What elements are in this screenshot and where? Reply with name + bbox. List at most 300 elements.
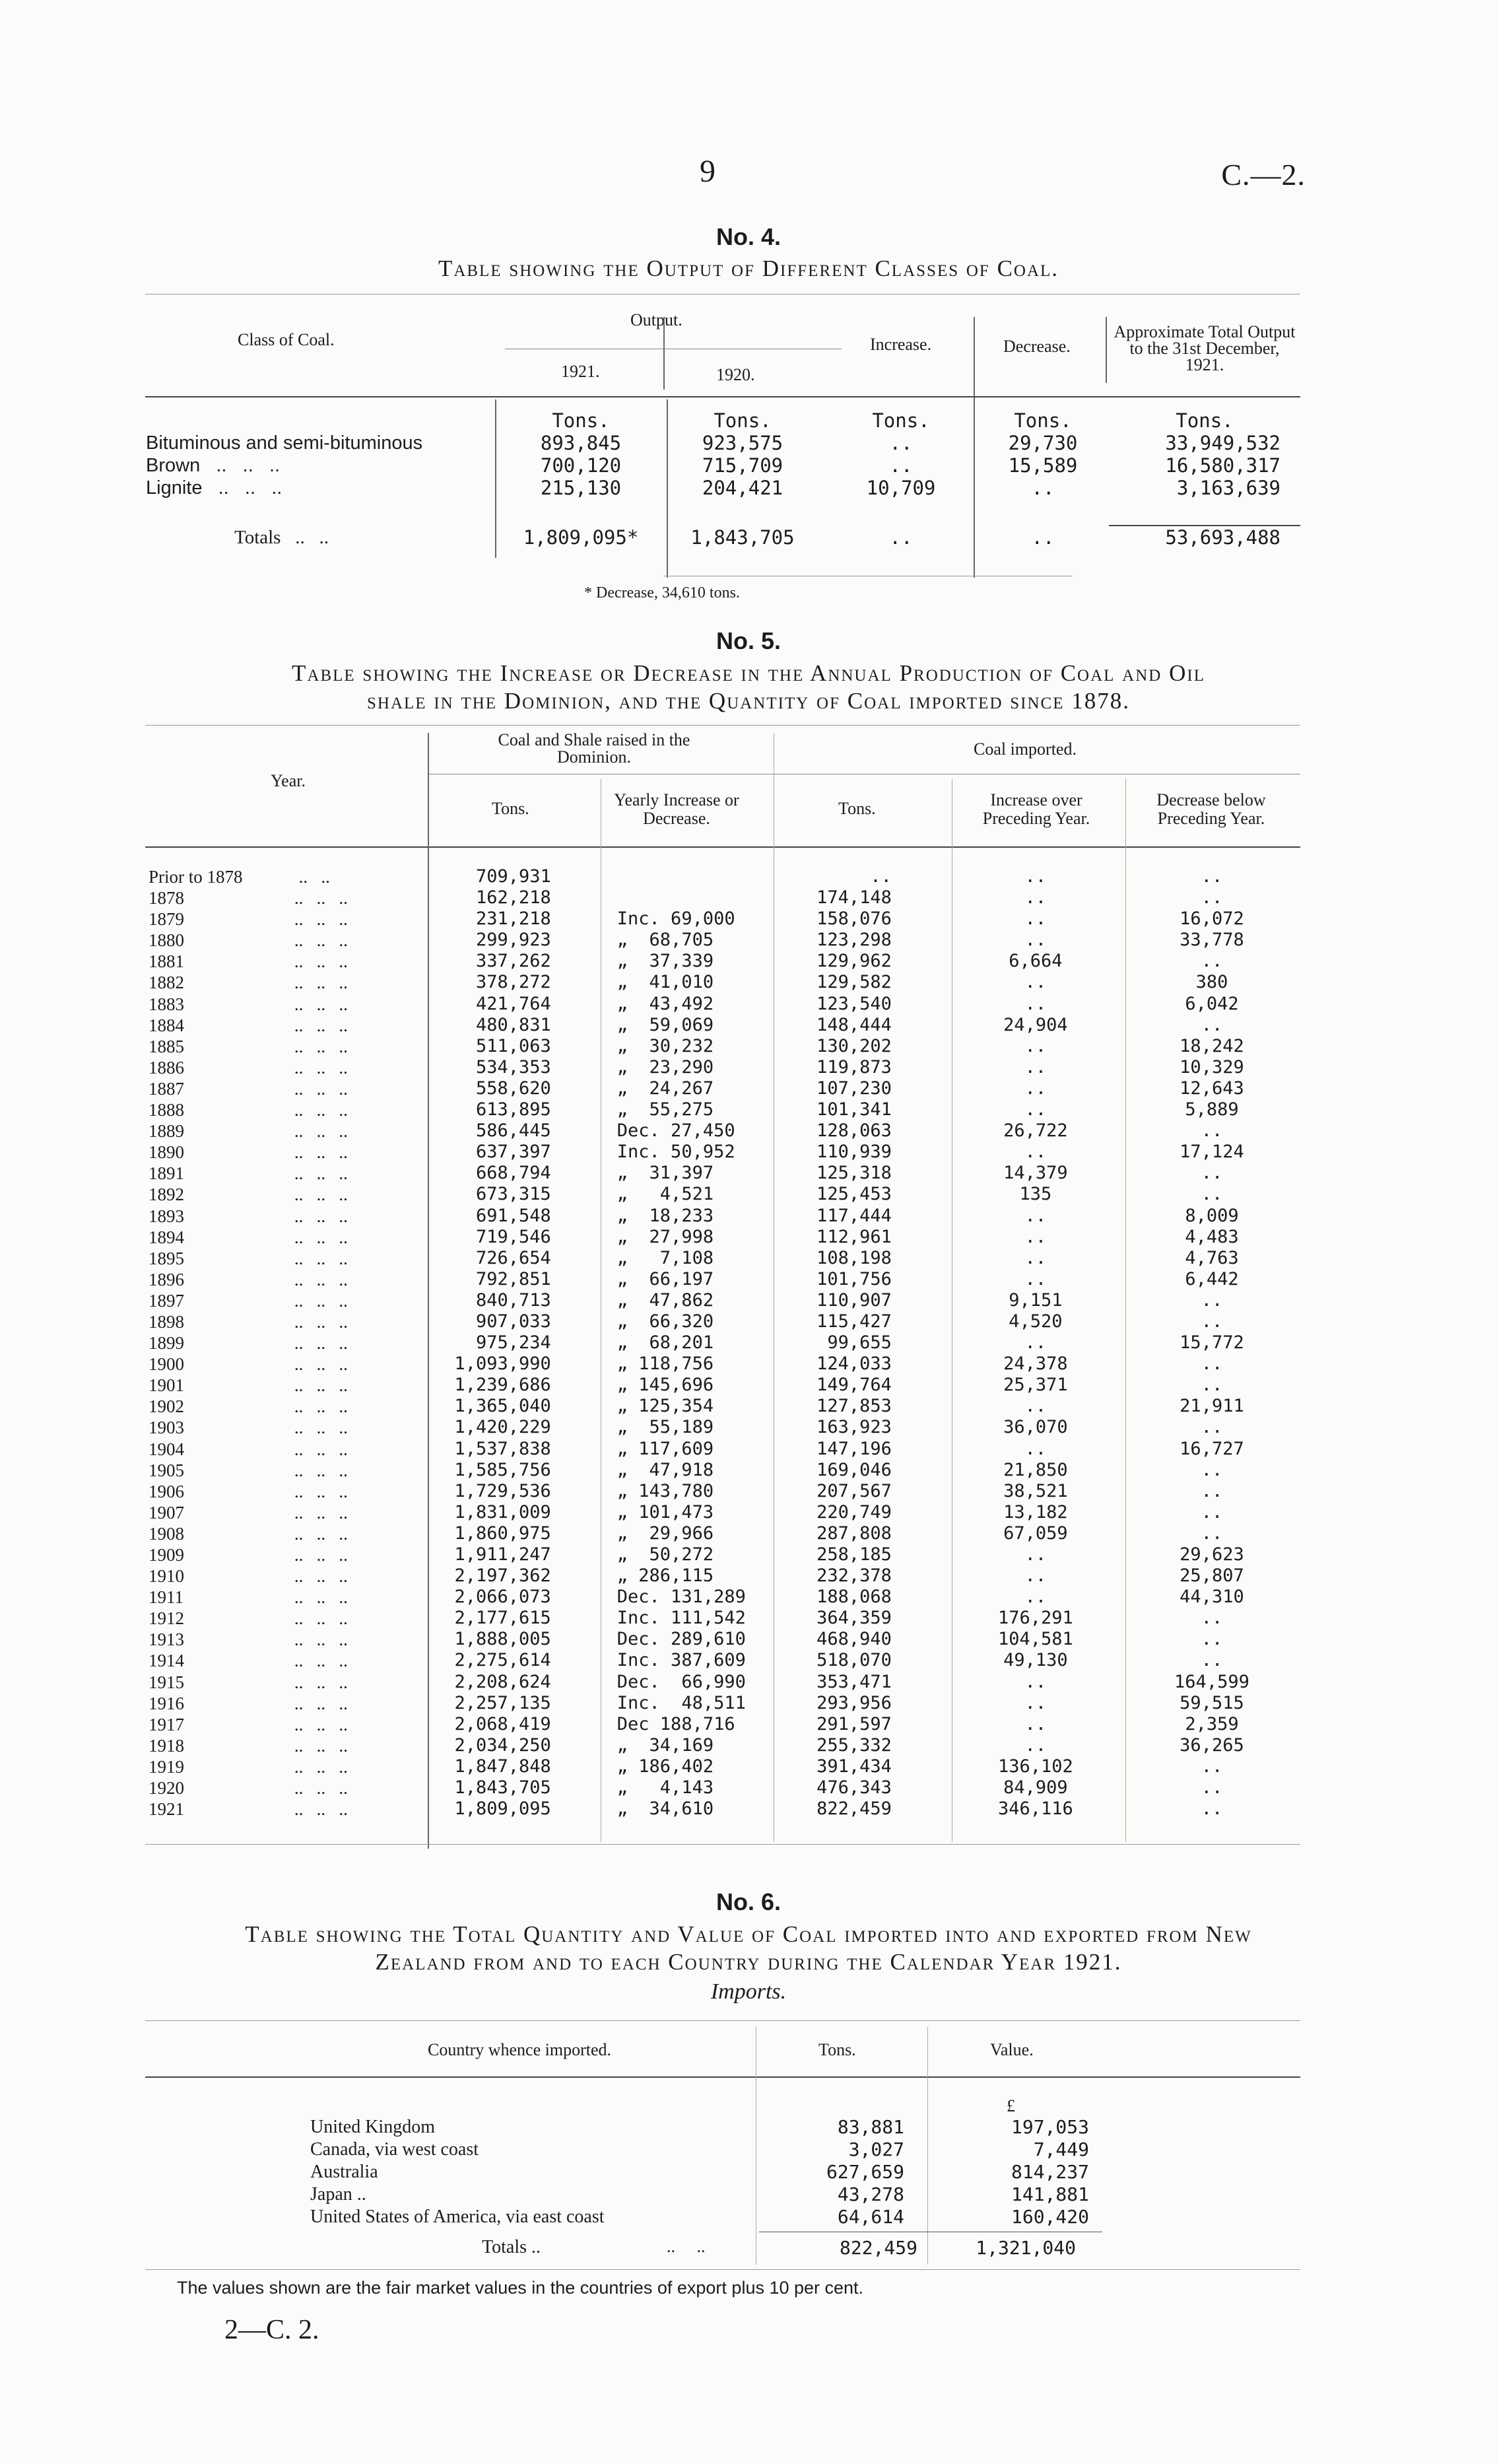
t5-yearly: „ 34,169 [616, 1734, 714, 1756]
t5-yearly: „ 18,233 [616, 1205, 714, 1226]
t5-yearly: „ 24,267 [616, 1078, 714, 1099]
t6-tons: 3,027 [848, 2139, 904, 2160]
table-row [149, 1777, 1300, 1798]
table-row [149, 1396, 1300, 1417]
table-row [149, 1269, 1300, 1290]
t5-yearly: Dec 188,716 [616, 1713, 735, 1734]
table-row [149, 1587, 1300, 1608]
t5-year: 1912 [149, 1608, 184, 1629]
t5-imp-tons: 822,459 [816, 1798, 892, 1820]
t6-value: 814,237 [1011, 2161, 1089, 2183]
t6-tons: 627,659 [826, 2161, 904, 2183]
t5-yearly: Inc. 50,952 [616, 1142, 735, 1163]
t5-dec-below: .. [1201, 887, 1223, 908]
t5-dec-below: .. [1201, 1608, 1223, 1629]
t5-inc-over: 135 [1019, 1184, 1052, 1205]
t5-year: 1905 [149, 1460, 184, 1480]
table-row [310, 2161, 1102, 2183]
table-row [149, 1163, 1300, 1184]
t4-total: 1,809,095* [523, 526, 639, 549]
table-row [149, 1036, 1300, 1057]
t5-tons: 2,257,135 [454, 1692, 551, 1713]
document-reference: C.—2. [1221, 158, 1306, 191]
table-row [149, 1650, 1300, 1671]
t5-imp-tons: 107,230 [816, 1078, 892, 1099]
t5-tons: 726,654 [475, 1247, 551, 1268]
t5-leader: .. .. .. [285, 1290, 348, 1311]
t5-tons: 613,895 [475, 1099, 551, 1120]
t4-total: .. [1031, 526, 1055, 549]
t5-inc-over: .. [1024, 1078, 1047, 1099]
t5-tons: 1,831,009 [454, 1501, 551, 1523]
t5-inc-over: .. [1024, 887, 1047, 908]
t5-dec-below: 6,042 [1185, 993, 1239, 1014]
t4-totals-row [142, 526, 1300, 549]
t5-tons: 586,445 [475, 1120, 551, 1142]
t5-dec-below: 44,310 [1180, 1587, 1244, 1608]
t5-tons: 480,831 [475, 1014, 551, 1035]
t6-country: Australia [310, 2162, 378, 2182]
t5-year: 1906 [149, 1481, 184, 1501]
table-row [149, 1206, 1300, 1227]
t5-yearly: Inc. 69,000 [616, 908, 735, 930]
t5-imp-tons: 117,444 [816, 1205, 892, 1226]
t5-dec-below: 5,889 [1185, 1099, 1239, 1120]
t5-leader: .. .. .. [285, 1566, 348, 1587]
t5-imp-tons: 110,939 [816, 1142, 892, 1163]
t5-yearly: „ 23,290 [616, 1056, 714, 1078]
t5-year: 1911 [149, 1587, 183, 1608]
t5-leader: .. .. .. [285, 1756, 348, 1777]
t6-totals-label: Totals .. [482, 2237, 541, 2257]
table-row [149, 1481, 1300, 1502]
t5-leader: .. .. .. [285, 1206, 348, 1226]
t5-yearly: „ 43,492 [616, 993, 714, 1014]
t5-leader: .. .. .. [285, 1142, 348, 1163]
t5-dec-below: 380 [1195, 972, 1228, 993]
table-row [149, 1184, 1300, 1205]
t4-units-row [142, 409, 1300, 432]
t5-yearly: Dec. 289,610 [616, 1629, 746, 1650]
t6-value: 141,881 [1011, 2183, 1089, 2205]
t6-country: Japan .. [310, 2184, 366, 2205]
t5-dec-below: .. [1201, 1184, 1223, 1205]
t6-currency: £ [1007, 2096, 1015, 2115]
t6-footnote: The values shown are the fair market values in the countries of export plus 10 per cent. [177, 2278, 864, 2298]
t5-inc-over: .. [1024, 1268, 1047, 1289]
t5-year: 1913 [149, 1629, 184, 1650]
t5-imp-tons: 127,853 [816, 1396, 892, 1417]
t5-imp-tons: 476,343 [816, 1777, 892, 1798]
t5-yearly: „ 7,108 [616, 1247, 714, 1268]
t5-yearly: „ 47,918 [616, 1459, 714, 1480]
table-row [149, 972, 1300, 993]
t6-value: 7,449 [1033, 2139, 1089, 2160]
t4-cell: 923,575 [702, 432, 783, 454]
t5-tons: 975,234 [475, 1332, 551, 1353]
t5-dec-below: 17,124 [1180, 1142, 1244, 1163]
table-row [149, 1290, 1300, 1311]
table-row [149, 1248, 1300, 1269]
t4-cell: 16,580,317 [1165, 454, 1281, 477]
t5-inc-over: 26,722 [1003, 1120, 1068, 1142]
t5-imp-tons: 101,756 [816, 1268, 892, 1289]
t5-yearly: „ 117,609 [616, 1438, 714, 1459]
t5-year: 1882 [149, 973, 184, 993]
table-row [149, 994, 1300, 1015]
t5-inc-over: .. [1024, 1734, 1047, 1756]
t4-cell: 15,589 [1008, 454, 1078, 477]
t5-dec-below: 12,643 [1180, 1078, 1244, 1099]
t5-inc-over: .. [1024, 1438, 1047, 1459]
t5-inc-over: .. [1024, 1035, 1047, 1056]
t4-unit: Tons. [1014, 409, 1072, 432]
t5-year: 1887 [149, 1078, 184, 1099]
t5-yearly: „ 37,339 [616, 951, 714, 972]
table-row [149, 1735, 1300, 1756]
t5-col-raised: Coal and Shale raised in the Dominion. [498, 730, 690, 767]
t5-imp-tons: 125,318 [816, 1163, 892, 1184]
t5-leader: .. .. .. [285, 1396, 348, 1417]
table-row [149, 1417, 1300, 1438]
table-row [149, 1460, 1300, 1481]
t5-col-imported: Coal imported. [974, 739, 1077, 759]
table6-grid [310, 2116, 1102, 2228]
t5-inc-over: .. [1024, 1099, 1047, 1120]
t5-leader: .. .. .. [285, 994, 348, 1014]
t4-unit: Tons. [872, 409, 930, 432]
t5-inc-over: .. [1024, 1396, 1047, 1417]
table-row [149, 1057, 1300, 1078]
t5-leader: .. .. .. [285, 1439, 348, 1459]
t5-yearly: „ 30,232 [616, 1035, 714, 1056]
t5-inc-over: 84,909 [1003, 1777, 1068, 1798]
t4-cell: 3,163,639 [1176, 477, 1281, 499]
t4-cell: 33,949,532 [1165, 432, 1281, 454]
t5-imp-tons: 129,582 [816, 972, 892, 993]
t5-yearly: „ 143,780 [616, 1480, 714, 1501]
t5-imp-tons: 220,749 [816, 1501, 892, 1523]
table-row [142, 432, 1300, 454]
t5-tons: 1,537,838 [454, 1438, 551, 1459]
t5-leader: .. .. .. [285, 1248, 348, 1268]
t5-inc-over: 136,102 [997, 1756, 1073, 1777]
t5-imp-tons: 163,923 [816, 1417, 892, 1438]
t5-year: 1888 [149, 1100, 184, 1120]
t5-year: 1893 [149, 1206, 184, 1226]
t5-dec-below: .. [1201, 1163, 1223, 1184]
t5-year: 1904 [149, 1439, 184, 1459]
t6-country: United Kingdom [310, 2117, 435, 2137]
t5-year: 1879 [149, 909, 184, 930]
t5-dec-below: .. [1201, 1014, 1223, 1035]
t4-class: Lignite .. .. .. [146, 477, 283, 498]
t5-imp-tons: 353,471 [816, 1671, 892, 1692]
t5-tons: 299,923 [475, 930, 551, 951]
t5-tons: 1,843,705 [454, 1777, 551, 1798]
t5-year: 1920 [149, 1778, 184, 1798]
t5-yearly: „ 47,862 [616, 1289, 714, 1311]
t5-year: 1914 [149, 1651, 184, 1671]
t5-imp-tons: 258,185 [816, 1544, 892, 1565]
t5-tons: 511,063 [475, 1035, 551, 1056]
t5-leader: .. .. .. [285, 1651, 348, 1671]
t5-tons: 558,620 [475, 1078, 551, 1099]
t5-leader: .. .. .. [285, 1545, 348, 1565]
t5-imp-tons: 291,597 [816, 1713, 892, 1734]
t5-year: 1880 [149, 930, 184, 951]
table-row [149, 1693, 1300, 1714]
t5-tons: 378,272 [475, 972, 551, 993]
t5-dec-below: 2,359 [1185, 1713, 1239, 1734]
t5-inc-over: 21,850 [1003, 1459, 1068, 1480]
t4-totals-label: Totals .. .. [234, 526, 329, 548]
t5-inc-over: .. [1024, 1587, 1047, 1608]
t5-yearly [597, 866, 768, 887]
t5-inc-over: .. [1024, 908, 1047, 930]
t5-tons: 840,713 [475, 1289, 551, 1311]
t5-tons: 2,068,419 [454, 1713, 551, 1734]
t4-col-increase: Increase. [870, 335, 932, 354]
t5-tons: 709,931 [475, 866, 551, 887]
t5-tons: 2,034,250 [454, 1734, 551, 1756]
t5-tons: 2,066,073 [454, 1587, 551, 1608]
t4-total: .. [889, 526, 913, 549]
t5-inc-over: 346,116 [997, 1798, 1073, 1820]
table-row [149, 1544, 1300, 1565]
table-row [149, 1078, 1300, 1099]
t5-inc-over: .. [1024, 972, 1047, 993]
t5-dec-below: .. [1201, 1353, 1223, 1375]
t4-cell: 215,130 [540, 477, 622, 499]
t5-year: 1917 [149, 1714, 184, 1734]
t5-year: 1881 [149, 951, 184, 972]
t5-inc-over: .. [1024, 1671, 1047, 1692]
t5-dec-below: .. [1201, 1311, 1223, 1332]
table-row [149, 1756, 1300, 1777]
t5-inc-over: 14,379 [1003, 1163, 1068, 1184]
table-row [149, 1502, 1300, 1523]
t6-col-tons: Tons. [818, 2040, 856, 2059]
t4-col-approx: Approximate Total Output to the 31st December, 1921. [1114, 322, 1296, 374]
table-row [149, 1672, 1300, 1693]
t5-dec-below: .. [1201, 1650, 1223, 1671]
t5-tons: 534,353 [475, 1056, 551, 1078]
t5-inc-over: .. [1024, 1226, 1047, 1247]
t5-yearly: Dec. 66,990 [616, 1671, 746, 1692]
t5-yearly: „ 101,473 [616, 1501, 714, 1523]
t5-inc-over: .. [1024, 1713, 1047, 1734]
t5-leader: .. .. .. [285, 1672, 348, 1692]
t5-leader: .. .. .. [285, 1184, 348, 1205]
t5-tons: 1,585,756 [454, 1459, 551, 1480]
t4-col-output: Output. [630, 310, 682, 329]
t5-dec-below: .. [1201, 1375, 1223, 1396]
t6-col-value: Value. [990, 2040, 1034, 2059]
t5-imp-tons: 518,070 [816, 1650, 892, 1671]
t5-imp-tons: 364,359 [816, 1608, 892, 1629]
t5-leader: .. .. .. [285, 1163, 348, 1184]
t5-yearly: Inc. 111,542 [616, 1608, 746, 1629]
t5-imp-tons: 232,378 [816, 1565, 892, 1587]
table5-title-line1: Table showing the Increase or Decrease in the Annual Production of Coal and Oil [292, 660, 1205, 686]
table6-title-line1: Table showing the Total Quantity and Value of Coal imported into and exported from New [245, 1921, 1252, 1947]
t5-year: 1894 [149, 1227, 184, 1247]
table-row [149, 1099, 1300, 1120]
t5-leader: .. .. .. [285, 1227, 348, 1247]
table-row [149, 1629, 1300, 1650]
t4-cell: .. [889, 432, 913, 454]
t5-inc-over: .. [1024, 1205, 1047, 1226]
table5-title-line2: shale in the Dominion, and the Quantity of Coal imported since 1878. [367, 688, 1130, 714]
t5-leader: .. .. [285, 867, 330, 887]
table-row [149, 1332, 1300, 1353]
t5-inc-over: 176,291 [997, 1608, 1073, 1629]
t5-leader: .. .. .. [285, 1121, 348, 1142]
table6-body [310, 2116, 1102, 2228]
t6-tons: 64,614 [837, 2206, 904, 2228]
t5-tons: 691,548 [475, 1205, 551, 1226]
t5-leader: .. .. .. [285, 1418, 348, 1438]
t5-dec-below: 16,727 [1180, 1438, 1244, 1459]
table-row [142, 454, 1300, 477]
t5-year: 1885 [149, 1036, 184, 1056]
t4-total: 53,693,488 [1165, 526, 1281, 549]
t6-tons: 83,881 [837, 2116, 904, 2138]
t5-yearly: „ 29,966 [616, 1523, 714, 1544]
t5-year: Prior to 1878 [149, 867, 243, 887]
t5-yearly: „ 4,143 [616, 1777, 714, 1798]
t4-col-1921: 1921. [561, 362, 600, 381]
page-signature: 2—C. 2. [224, 2315, 319, 2345]
t4-cell: 29,730 [1008, 432, 1078, 454]
t5-yearly: „ 125,354 [616, 1396, 714, 1417]
t5-leader: .. .. .. [285, 1460, 348, 1480]
t5-yearly: „ 4,521 [616, 1184, 714, 1205]
t5-leader: .. .. .. [285, 1036, 348, 1056]
t5-tons: 719,546 [475, 1226, 551, 1247]
t5-leader: .. .. .. [285, 1354, 348, 1375]
t5-inc-over: 104,581 [997, 1629, 1073, 1650]
t5-imp-tons: 149,764 [816, 1375, 892, 1396]
t6-country: Canada, via west coast [310, 2139, 479, 2160]
t5-year: 1900 [149, 1354, 184, 1375]
t5-dec-below: 16,072 [1180, 908, 1244, 930]
t5-inc-over: 24,378 [1003, 1353, 1068, 1375]
t5-leader: .. .. .. [285, 1608, 348, 1629]
t5-imp-tons: 169,046 [816, 1459, 892, 1480]
table-row [149, 1565, 1300, 1587]
t4-unit: Tons. [552, 409, 610, 432]
t5-col-inc-over: Increase over Preceding Year. [982, 790, 1090, 828]
t5-year: 1883 [149, 994, 184, 1014]
t6-col-country: Country whence imported. [428, 2040, 611, 2059]
t5-imp-tons: 123,540 [816, 993, 892, 1014]
t6-total-tons: 822,459 [839, 2237, 917, 2259]
t5-leader: .. .. .. [285, 973, 348, 993]
t5-leader: .. .. .. [285, 951, 348, 972]
t5-leader: .. .. .. [285, 1799, 348, 1820]
t5-tons: 2,275,614 [454, 1650, 551, 1671]
t4-col-decrease: Decrease. [1003, 337, 1071, 356]
t5-dec-below: .. [1201, 1523, 1223, 1544]
t5-yearly: „ 286,115 [616, 1565, 714, 1587]
t5-inc-over: 4,520 [1009, 1311, 1063, 1332]
t5-tons: 668,794 [475, 1163, 551, 1184]
t4-cell: .. [889, 454, 913, 477]
t5-yearly: „ 55,189 [616, 1417, 714, 1438]
t5-imp-tons: 391,434 [816, 1756, 892, 1777]
t5-imp-tons: 158,076 [816, 908, 892, 930]
table-row [149, 1015, 1300, 1036]
t5-yearly: „ 68,705 [616, 930, 714, 951]
t4-class: Brown .. .. .. [146, 455, 281, 476]
t5-yearly: „ 34,610 [616, 1798, 714, 1820]
t5-year: 1919 [149, 1756, 184, 1777]
t4-total: 1,843,705 [690, 526, 795, 549]
t5-dec-below: .. [1201, 1756, 1223, 1777]
t5-tons: 1,911,247 [454, 1544, 551, 1565]
t4-cell: 893,845 [540, 432, 622, 454]
t5-dec-below: 33,778 [1180, 930, 1244, 951]
t4-cell: 204,421 [702, 477, 783, 499]
t5-imp-tons: .. [870, 866, 892, 887]
t5-imp-tons: 125,453 [816, 1184, 892, 1205]
t5-year: 1898 [149, 1311, 184, 1332]
table-row [149, 1375, 1300, 1396]
t5-yearly: „ 59,069 [616, 1014, 714, 1035]
table-row [149, 1798, 1300, 1820]
t5-inc-over: 13,182 [1003, 1501, 1068, 1523]
t4-cell: 715,709 [702, 454, 783, 477]
t5-tons: 673,315 [475, 1184, 551, 1205]
t5-imp-tons: 119,873 [816, 1056, 892, 1078]
t5-imp-tons: 101,341 [816, 1099, 892, 1120]
t5-dec-below: 10,329 [1180, 1056, 1244, 1078]
t5-imp-tons: 188,068 [816, 1587, 892, 1608]
t5-inc-over: .. [1024, 1332, 1047, 1353]
t5-dec-below: 4,483 [1185, 1226, 1239, 1247]
t5-year: 1884 [149, 1015, 184, 1035]
t5-year: 1897 [149, 1290, 184, 1311]
t5-yearly [597, 887, 768, 908]
table-row [149, 1311, 1300, 1332]
t5-imp-tons: 123,298 [816, 930, 892, 951]
t5-imp-tons: 108,198 [816, 1247, 892, 1268]
t5-tons: 2,197,362 [454, 1565, 551, 1587]
t5-leader: .. .. .. [285, 1778, 348, 1798]
t5-leader: .. .. .. [285, 1057, 348, 1078]
t5-inc-over: .. [1024, 1142, 1047, 1163]
t5-inc-over: .. [1024, 866, 1047, 887]
t5-inc-over: 67,059 [1003, 1523, 1068, 1544]
t5-yearly: „ 145,696 [616, 1375, 714, 1396]
t5-dec-below: 21,911 [1180, 1396, 1244, 1417]
t5-dec-below: .. [1201, 1629, 1223, 1650]
t5-dec-below: .. [1201, 1501, 1223, 1523]
t5-imp-tons: 468,940 [816, 1629, 892, 1650]
t5-col-imp-tons: Tons. [838, 799, 876, 818]
t5-dec-below: .. [1201, 866, 1223, 887]
t4-cell: 700,120 [540, 454, 622, 477]
t5-imp-tons: 124,033 [816, 1353, 892, 1375]
t5-imp-tons: 115,427 [816, 1311, 892, 1332]
t5-inc-over: .. [1024, 1056, 1047, 1078]
t5-inc-over: 9,151 [1009, 1289, 1063, 1311]
table-row [149, 887, 1300, 908]
table5-number: No. 5. [715, 627, 781, 654]
t4-footnote: * Decrease, 34,610 tons. [584, 584, 740, 601]
